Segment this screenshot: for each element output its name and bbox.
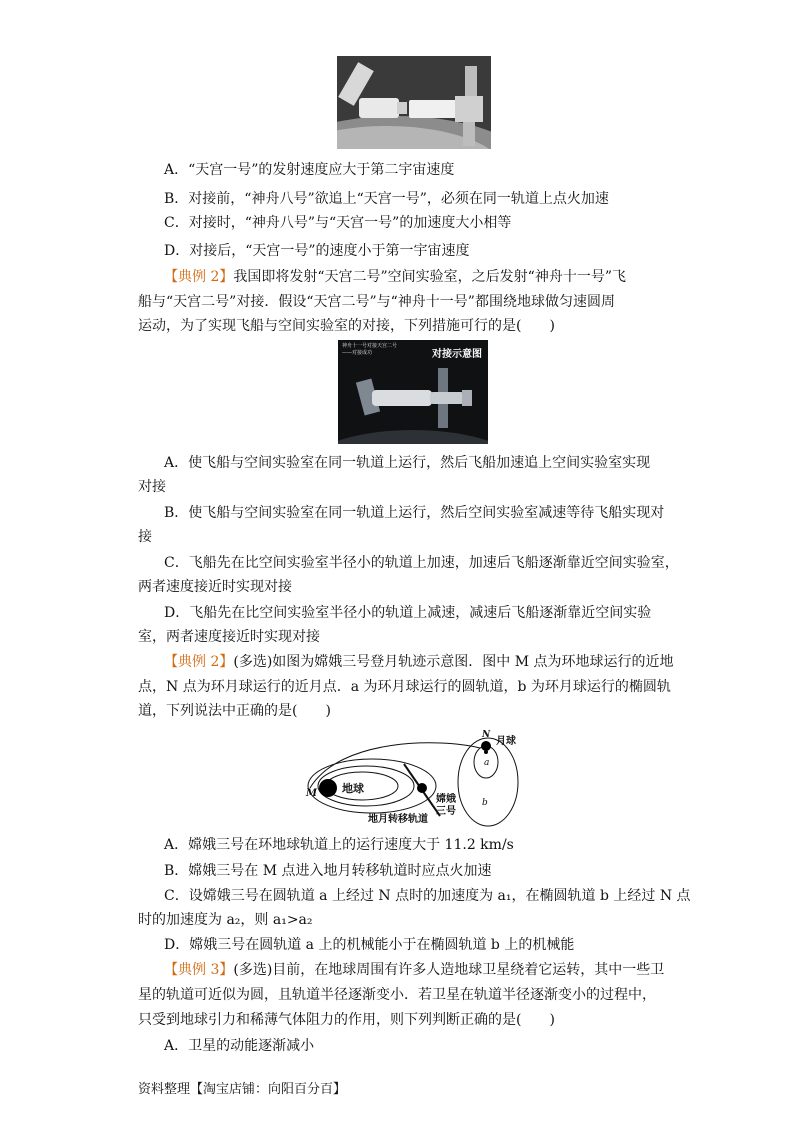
ex3-line2: 星的轨道可近似为圆，且轨道半径逐渐变小．若卫星在轨道半径逐渐变小的过程中， xyxy=(138,987,656,1003)
ex3-option-a: A．卫星的动能逐渐减小 xyxy=(164,1038,315,1054)
q1-option-c: C．对接时，“神舟八号”与“天宫一号”的加速度大小相等 xyxy=(164,215,512,231)
q1-option-b: B．对接前，“神舟八号”欲追上“天宫一号”，必须在同一轨道上点火加速 xyxy=(164,191,609,207)
label-orbit-a: a xyxy=(484,758,490,768)
footer-source: 资料整理【淘宝店铺：向阳百分百】 xyxy=(138,1082,347,1097)
ex3-tag: 【典例 3】 xyxy=(164,962,234,978)
ex2b-text1: (多选)如图为嫦娥三号登月轨迹示意图．图中 M 点为环地球运行的近地 xyxy=(233,654,674,670)
ex3-text1: (多选)目前，在地球周围有许多人造地球卫星绕着它运转，其中一些卫 xyxy=(233,962,665,978)
ex2a-option-a-2: 对接 xyxy=(138,479,166,495)
ex2a-line1 xyxy=(164,267,626,287)
ex2b-tag: 【典例 2】 xyxy=(164,654,234,670)
ex2a-option-d-1: D．飞船先在比空间实验室半径小的轨道上减速，减速后飞船逐渐靠近空间实验 xyxy=(164,605,652,621)
change3-orbit-diagram xyxy=(300,728,520,828)
ex3-line3: 只受到地球引力和稀薄气体阻力的作用，则下列判断正确的是( ) xyxy=(138,1012,555,1028)
label-moon: 月球 xyxy=(496,736,516,747)
ex2a-option-c-1: C．飞船先在比空间实验室半径小的轨道上加速，加速后飞船逐渐靠近空间实验室， xyxy=(164,555,679,571)
ex2a-line3: 运动，为了实现飞船与空间实验室的对接，下列措施可行的是( ) xyxy=(138,318,555,334)
label-n: N xyxy=(482,730,491,740)
docking-photo-tiangong1 xyxy=(337,56,491,149)
photo-header-line2: ——对接成功 xyxy=(342,350,373,356)
ex2b-option-a: A．嫦娥三号在环地球轨道上的运行速度大于 11.2 km/s xyxy=(164,837,514,853)
docking-diagram-photo xyxy=(338,340,488,444)
ex2a-option-d-2: 室，两者速度接近时实现对接 xyxy=(138,629,320,645)
ex2b-option-c-2: 时的加速度为 a₂，则 a₁>a₂ xyxy=(138,912,313,928)
ex2a-tag: 【典例 2】 xyxy=(164,269,234,285)
photo-title: 对接示意图 xyxy=(432,349,482,360)
ex2b-option-b: B．嫦娥三号在 M 点进入地月转移轨道时应点火加速 xyxy=(164,863,492,879)
label-probe-1: 嫦娥 xyxy=(436,794,456,805)
ex2a-line2: 船与“天宫二号”对接．假设“天宫二号”与“神舟十一号”都围绕地球做匀速圆周 xyxy=(138,294,615,310)
ex2b-line2: 点，N 点为环月球运行的近月点．a 为环月球运行的圆轨道，b 为环月球运行的椭圆轨 xyxy=(138,679,671,695)
ex2a-text1: 我国即将发射“天宫二号”空间实验室，之后发射“神舟十一号”飞 xyxy=(233,269,626,285)
ex2b-option-d: D．嫦娥三号在圆轨道 a 上的机械能小于在椭圆轨道 b 上的机械能 xyxy=(164,937,575,953)
ex2b-line3: 道，下列说法中正确的是( ) xyxy=(138,703,331,719)
label-earth: 地球 xyxy=(342,782,364,795)
photo-header-line1: 神舟十一号对接天宫二号 xyxy=(342,343,398,349)
label-transfer-orbit: 地月转移轨道 xyxy=(368,814,428,825)
ex2a-option-a-1: A．使飞船与空间实验室在同一轨道上运行，然后飞船加速追上空间实验室实现 xyxy=(164,455,651,471)
ex2b-line1 xyxy=(164,652,674,672)
ex2a-option-b-2: 接 xyxy=(138,529,152,545)
label-m: M xyxy=(306,788,318,799)
label-probe-2: 三号 xyxy=(436,806,456,817)
q1-option-d: D．对接后，“天宫一号”的速度小于第一宇宙速度 xyxy=(164,243,470,259)
ex3-line1 xyxy=(164,960,664,980)
label-orbit-b: b xyxy=(482,798,488,808)
ex2a-option-b-1: B．使飞船与空间实验室在同一轨道上运行，然后空间实验室减速等待飞船实现对 xyxy=(164,505,665,521)
docking-photo-art xyxy=(337,56,491,149)
q1-option-a: A．“天宫一号”的发射速度应大于第二宇宙速度 xyxy=(164,162,455,178)
ex2b-option-c-1: C．设嫦娥三号在圆轨道 a 上经过 N 点时的加速度为 a₁，在椭圆轨道 b 上经过 N 点 xyxy=(164,888,691,904)
ex2a-option-c-2: 两者速度接近时实现对接 xyxy=(138,579,292,595)
